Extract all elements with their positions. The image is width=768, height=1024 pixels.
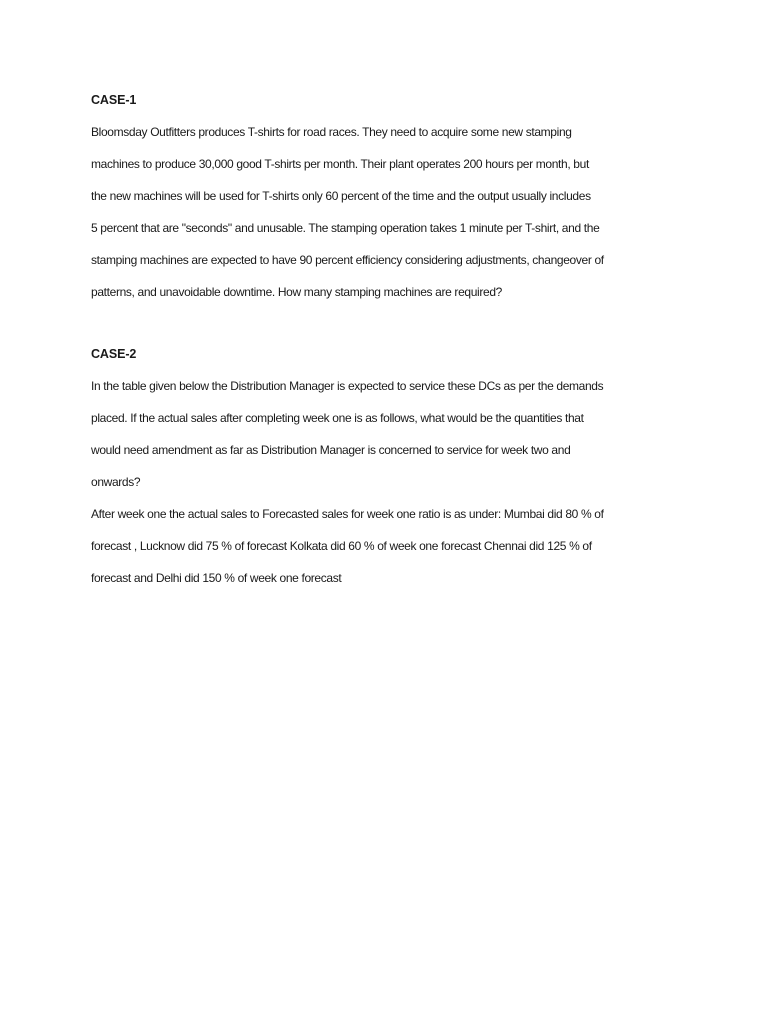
text-line: patterns, and unavoidable downtime. How many stamping machines are required? [91, 285, 502, 299]
case-2-heading: CASE-2 [91, 347, 137, 361]
text-line: forecast , Lucknow did 75 % of forecast Kolkata did 60 % of week one forecast Chennai did 125 % of [91, 539, 592, 553]
text-line: 5 percent that are "seconds" and unusable. The stamping operation takes 1 minute per T-shirt, and the [91, 221, 600, 235]
text-line: onwards? [91, 475, 141, 489]
case-1-section [91, 92, 681, 308]
text-line: placed. If the actual sales after completing week one is as follows, what would be the quantities that [91, 411, 584, 425]
case-1-heading: CASE-1 [91, 93, 137, 107]
text-line: stamping machines are expected to have 90 percent efficiency considering adjustments, changeover of [91, 253, 604, 267]
case-2-sales-ratio-paragraph [91, 498, 681, 594]
text-line: Bloomsday Outfitters produces T-shirts for road races. They need to acquire some new stamping [91, 125, 572, 139]
text-line: would need amendment as far as Distribution Manager is concerned to service for week two and [91, 443, 571, 457]
text-line: After week one the actual sales to Forecasted sales for week one ratio is as under: Mumbai did 80 % of [91, 507, 604, 521]
case-2-section [91, 346, 681, 594]
text-line: forecast and Delhi did 150 % of week one forecast [91, 571, 342, 585]
case-2-question-paragraph [91, 370, 681, 498]
case-1-question-paragraph [91, 116, 681, 308]
text-line: In the table given below the Distribution Manager is expected to service these DCs as per the demands [91, 379, 604, 393]
text-line: the new machines will be used for T-shirts only 60 percent of the time and the output usually includes [91, 189, 591, 203]
text-line: machines to produce 30,000 good T-shirts per month. Their plant operates 200 hours per month, but [91, 157, 589, 171]
